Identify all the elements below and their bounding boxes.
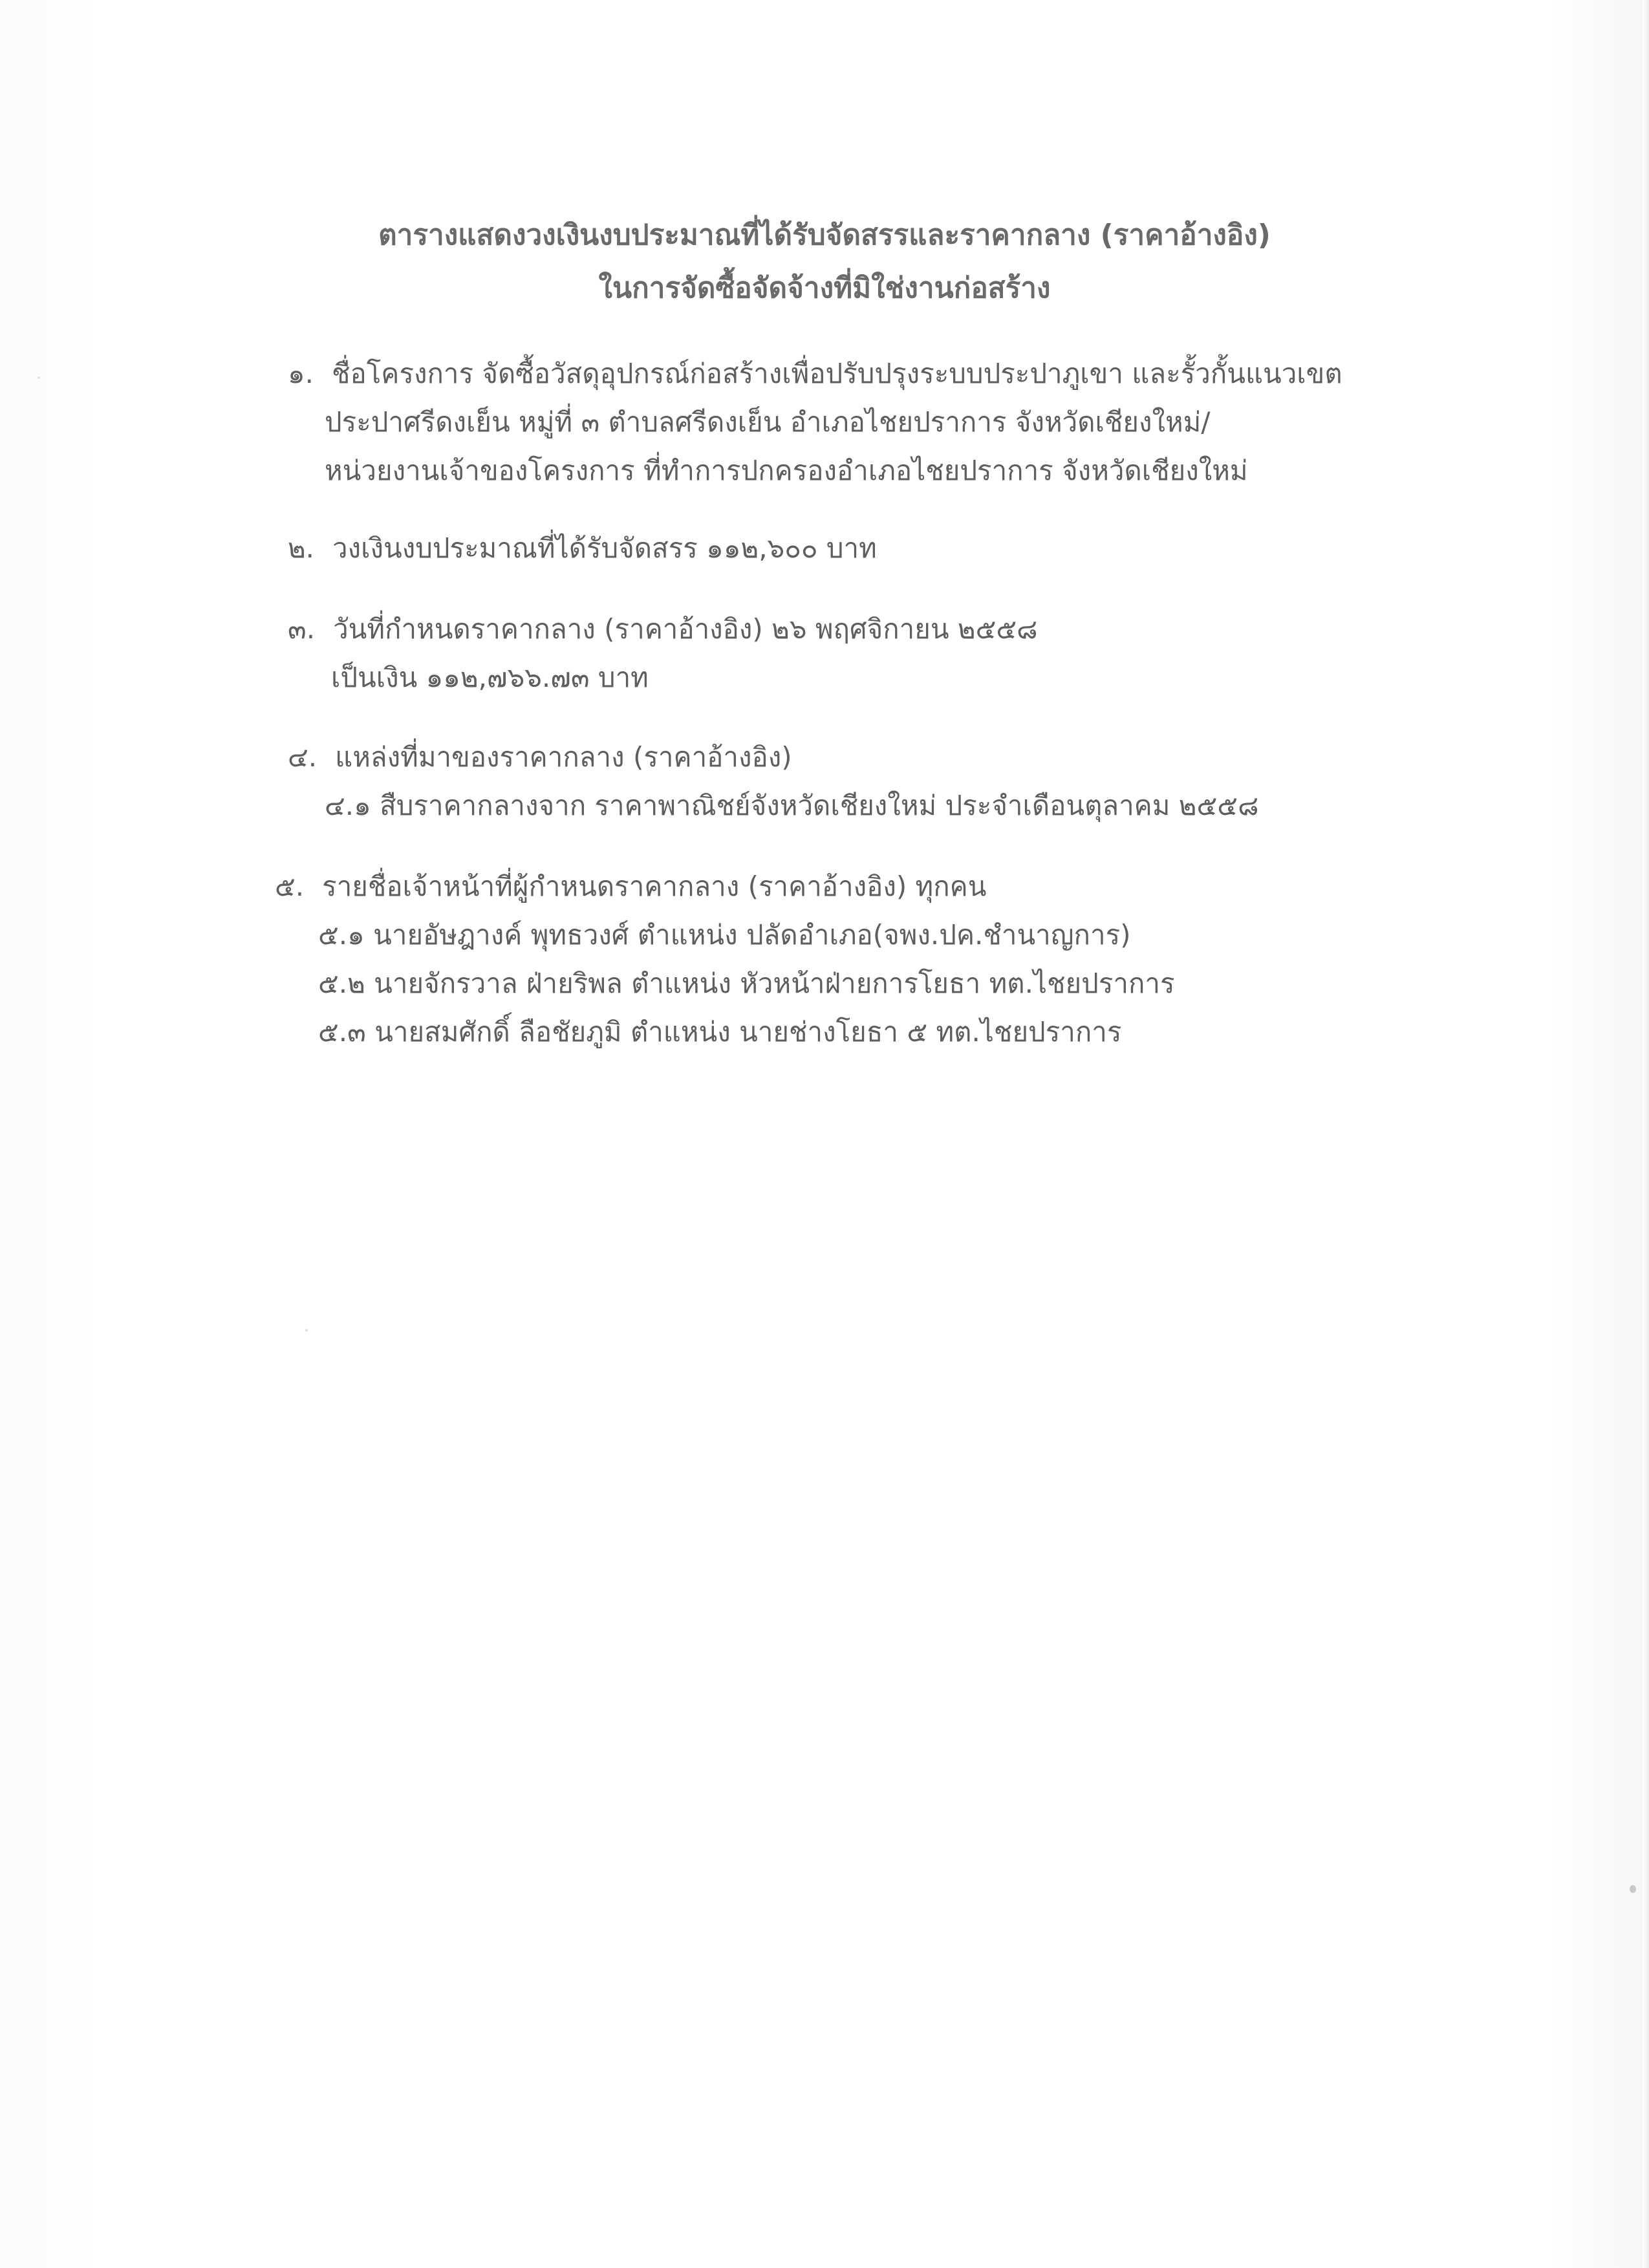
item-5-sub-3: ๕.๓ นายสมศักดิ์ ลือชัยภูมิ ตำแหน่ง นายช่างโยธา ๕ ทต.ไชยปราการ xyxy=(318,1016,1122,1048)
item-3-number: ๓. xyxy=(288,613,316,645)
item-5-number: ๕. xyxy=(275,870,305,902)
item-1-text-line-2: ประปาศรีดงเย็น หมู่ที่ ๓ ตำบลศรีดงเย็น อำเภอไชยปราการ จังหวัดเชียงใหม่/ xyxy=(325,406,1211,438)
item-4-number: ๔. xyxy=(288,741,318,773)
item-4-line-1 xyxy=(288,736,792,779)
scan-speck xyxy=(38,376,40,379)
item-1-line-1 xyxy=(288,352,1342,395)
item-3-text-line-1: วันที่กำหนดราคากลาง (ราคาอ้างอิง) ๒๖ พฤศจิกายน ๒๕๕๘ xyxy=(333,613,1038,645)
item-3-text-line-2: เป็นเงิน ๑๑๒,๗๖๖.๗๓ บาท xyxy=(331,662,649,693)
document-title-line-2: ในการจัดซื้อจัดจ้างที่มิใช่งานก่อสร้าง xyxy=(598,272,1051,305)
item-1-text-line-3: หน่วยงานเจ้าของโครงการ ที่ทำการปกครองอำเภอไชยปราการ จังหวัดเชียงใหม่ xyxy=(325,455,1248,486)
scan-speck xyxy=(1630,1885,1636,1893)
item-5-sub-2: ๕.๒ นายจักรวาล ฝ่ายริพล ตำแหน่ง หัวหน้าฝ่ายการโยธา ทต.ไชยปราการ xyxy=(318,967,1175,999)
item-5-sub-1: ๕.๑ นายอัษฎางค์ พุทธวงศ์ ตำแหน่ง ปลัดอำเภอ(จพง.ปค.ชำนาญการ) xyxy=(318,919,1131,951)
item-4-sub-1: ๔.๑ สืบราคากลางจาก ราคาพาณิชย์จังหวัดเชียงใหม่ ประจำเดือนตุลาคม ๒๕๕๘ xyxy=(325,790,1259,821)
item-1-number: ๑. xyxy=(288,358,314,389)
scan-speck xyxy=(305,1329,308,1332)
item-2-line-1 xyxy=(288,527,877,570)
item-2-number: ๒. xyxy=(288,532,315,564)
item-3-line-1 xyxy=(288,608,1038,651)
document-title-line-1: ตารางแสดงวงเงินงบประมาณที่ได้รับจัดสรรและราคากลาง (ราคาอ้างอิง) xyxy=(378,219,1271,252)
item-5-text-line-1: รายชื่อเจ้าหน้าที่ผู้กำหนดราคากลาง (ราคาอ้างอิง) ทุกคน xyxy=(322,870,987,902)
item-2-text-line-1: วงเงินงบประมาณที่ได้รับจัดสรร ๑๑๒,๖๐๐ บาท xyxy=(332,532,877,564)
item-4-text-line-1: แหล่งที่มาของราคากลาง (ราคาอ้างอิง) xyxy=(335,741,792,773)
item-5-line-1 xyxy=(275,865,986,908)
scan-edge-shadow xyxy=(1643,0,1649,2268)
item-1-text-line-1: ชื่อโครงการ จัดซื้อวัสดุอุปกรณ์ก่อสร้างเพื่อปรับปรุงระบบประปาภูเขา และรั้วกั้นแนวเขต xyxy=(332,358,1342,389)
